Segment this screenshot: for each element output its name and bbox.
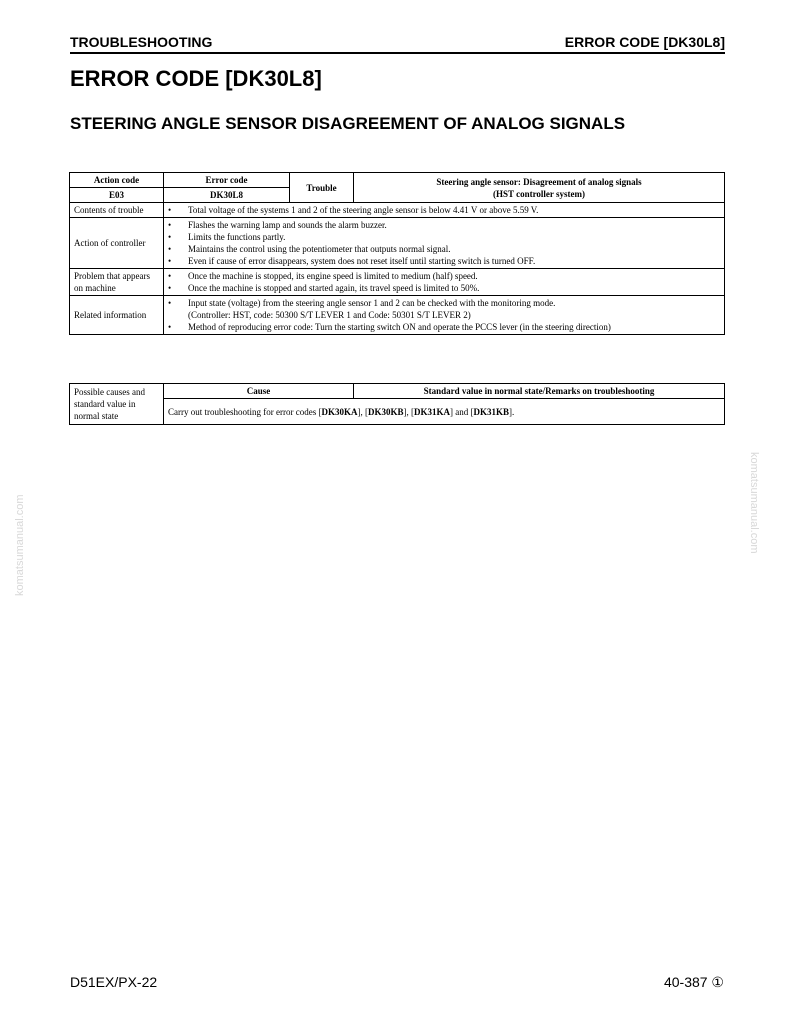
instruction-separator: ], [	[357, 406, 368, 417]
action-item: Even if cause of error disappears, system does not reset itself until starting switch is turned OFF.	[188, 256, 536, 266]
ref-error-code: DK31KA	[413, 406, 450, 417]
watermark-right: komatsumanual.com	[748, 452, 760, 554]
bullet: •	[168, 322, 172, 332]
problem-on-machine-label: Problem that appears on machine	[70, 269, 164, 296]
instruction-separator: ], [	[403, 406, 414, 417]
bullet: •	[168, 205, 172, 215]
contents-of-trouble-label: Contents of trouble	[70, 203, 164, 218]
possible-causes-table	[69, 383, 725, 425]
trouble-label: Trouble	[290, 173, 354, 203]
bullet: •	[168, 244, 172, 254]
bullet: •	[168, 283, 172, 293]
page-subtitle: STEERING ANGLE SENSOR DISAGREEMENT OF ANALOG SIGNALS	[70, 114, 626, 133]
page-title: ERROR CODE [DK30L8]	[70, 66, 322, 91]
action-code-label: Action code	[70, 173, 164, 188]
related-information-cell	[164, 296, 725, 335]
contents-item: Total voltage of the systems 1 and 2 of the steering angle sensor is below 4.41 V or above 5.59 V.	[188, 205, 539, 215]
cause-header: Cause	[164, 384, 354, 399]
action-of-controller-label: Action of controller	[70, 218, 164, 269]
error-code-label: Error code	[164, 173, 290, 188]
bullet: •	[168, 232, 172, 242]
instruction-separator: ] and [	[449, 406, 474, 417]
action-item: Maintains the control using the potentiometer that outputs normal signal.	[188, 244, 451, 254]
page-header	[70, 34, 725, 54]
bullet: •	[168, 220, 172, 230]
related-item: Input state (voltage) from the steering angle sensor 1 and 2 can be checked with the monitoring mode.	[188, 298, 556, 308]
troubleshooting-instruction	[164, 399, 725, 425]
action-code-value: E03	[70, 188, 164, 203]
problem-item: Once the machine is stopped and started again, its travel speed is limited to 50%.	[188, 283, 480, 293]
standard-value-header: Standard value in normal state/Remarks on troubleshooting	[354, 384, 725, 399]
contents-of-trouble-cell	[164, 203, 725, 218]
header-section-title: TROUBLESHOOTING	[70, 34, 213, 50]
action-of-controller-cell	[164, 218, 725, 269]
related-note: (Controller: HST, code: 50300 S/T LEVER 1 and Code: 50301 S/T LEVER 2)	[188, 310, 471, 320]
header-error-code: ERROR CODE [DK30L8]	[564, 34, 725, 50]
ref-error-code: DK30KA	[321, 406, 358, 417]
error-code-value: DK30L8	[164, 188, 290, 203]
bullet: •	[168, 256, 172, 266]
bullet: •	[168, 271, 172, 281]
watermark-left: komatsumanual.com	[14, 494, 26, 596]
footer-page-number: 40-387 ①	[663, 974, 724, 990]
ref-error-code: DK31KB	[473, 406, 509, 417]
related-item: Method of reproducing error code: Turn the starting switch ON and operate the PCCS lever (in the steering direction)	[188, 322, 611, 332]
problem-item: Once the machine is stopped, its engine speed is limited to medium (half) speed.	[188, 271, 478, 281]
error-info-table	[69, 172, 725, 335]
trouble-line-1: Steering angle sensor: Disagreement of analog signals	[436, 176, 642, 187]
action-item: Limits the functions partly.	[188, 232, 286, 242]
ref-error-code: DK30KB	[367, 406, 404, 417]
instruction-suffix: ].	[509, 406, 515, 417]
trouble-line-2: (HST controller system)	[493, 188, 585, 199]
instruction-prefix: Carry out troubleshooting for error codes [	[168, 406, 322, 417]
trouble-description	[354, 173, 725, 203]
action-item: Flashes the warning lamp and sounds the alarm buzzer.	[188, 220, 387, 230]
related-information-label: Related information	[70, 296, 164, 335]
footer-model: D51EX/PX-22	[70, 974, 158, 990]
problem-on-machine-cell	[164, 269, 725, 296]
bullet: •	[168, 298, 172, 308]
possible-causes-label: Possible causes and standard value in normal state	[70, 384, 164, 425]
